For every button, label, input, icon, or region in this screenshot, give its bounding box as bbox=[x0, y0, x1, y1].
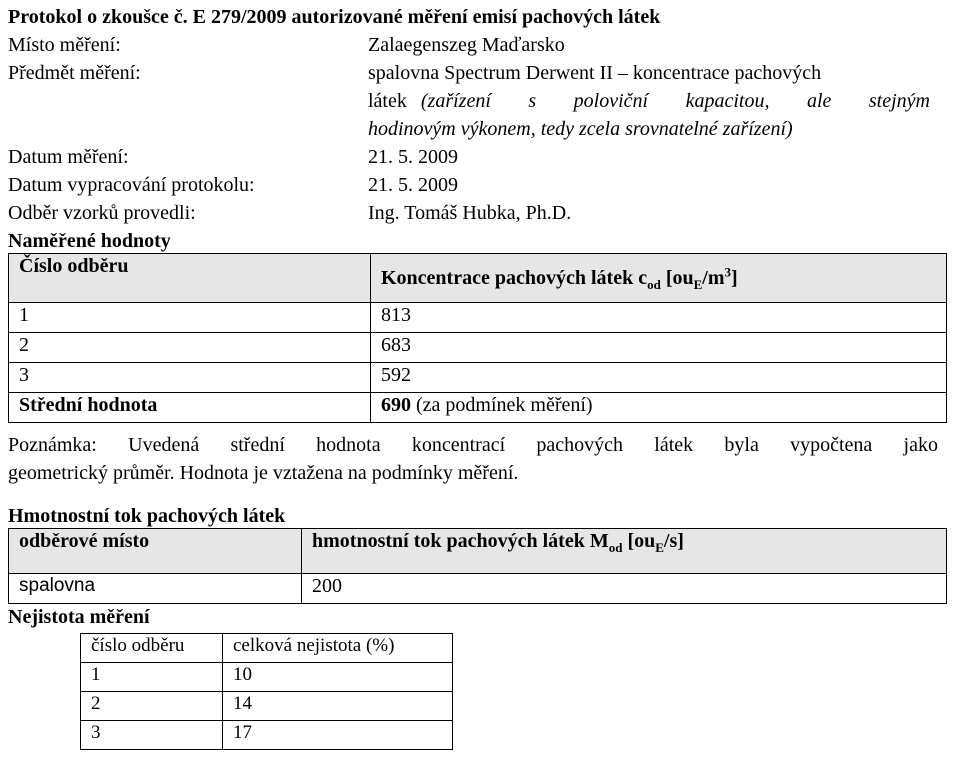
col-unit-b: /m bbox=[702, 267, 725, 289]
col-concentration-text: Koncentrace pachových látek c bbox=[381, 267, 648, 289]
mass-flow-table bbox=[8, 528, 947, 604]
table-row bbox=[9, 574, 947, 604]
table-row bbox=[81, 721, 453, 750]
sample-number: 1 bbox=[9, 303, 371, 333]
col-concentration-sub: od bbox=[647, 277, 661, 292]
mass-flow-value: 200 bbox=[302, 574, 947, 604]
place-value: Zalaegenszeg Maďarsko bbox=[368, 34, 565, 56]
table-row bbox=[9, 303, 947, 333]
sampler-label: Odběr vzorků provedli: bbox=[8, 202, 196, 224]
col-total-uncertainty: celková nejistota (%) bbox=[223, 634, 453, 663]
col-unit-c: ] bbox=[731, 267, 738, 289]
date-label: Datum měření: bbox=[8, 146, 129, 168]
subject-value-line3: hodinovým výkonem, tedy zcela srovnatelné zařízení) bbox=[368, 118, 793, 140]
report-date-label: Datum vypracování protokolu: bbox=[8, 174, 255, 196]
table-row bbox=[9, 363, 947, 393]
uncertainty-table bbox=[80, 633, 453, 750]
date-value: 21. 5. 2009 bbox=[368, 146, 458, 168]
col-unit-sup: 3 bbox=[724, 264, 731, 280]
mean-value: 690 bbox=[381, 394, 411, 416]
col-mass-flow-text: hmotnostní tok pachových látek M bbox=[312, 530, 609, 552]
subject-value-word: látek bbox=[368, 90, 407, 112]
note-line1: Poznámka: Uvedená střední hodnota koncentrací pachových látek byla vypočtena jako bbox=[8, 434, 938, 456]
note-line2: geometrický průměr. Hodnota je vztažena na podmínky měření. bbox=[8, 462, 519, 484]
sample-number: 2 bbox=[81, 692, 223, 721]
sample-number: 3 bbox=[9, 363, 371, 393]
mean-row bbox=[9, 393, 947, 423]
col-sampling-place: odběrové místo bbox=[9, 529, 302, 574]
uncertainty-value: 17 bbox=[223, 721, 453, 750]
place-label: Místo měření: bbox=[8, 34, 121, 56]
uncertainty-heading: Nejistota měření bbox=[8, 606, 150, 628]
table-header-row bbox=[9, 529, 947, 574]
subject-value-line1: spalovna Spectrum Derwent II – koncentrace pachových bbox=[368, 62, 822, 84]
measured-table bbox=[8, 253, 947, 423]
col-mass-flow bbox=[302, 529, 947, 574]
uncertainty-value: 10 bbox=[223, 663, 453, 692]
sample-value: 813 bbox=[371, 303, 947, 333]
col-unit-sub: E bbox=[693, 277, 703, 292]
uncertainty-value: 14 bbox=[223, 692, 453, 721]
subject-value-line2 bbox=[368, 89, 930, 113]
table-row bbox=[9, 333, 947, 363]
subject-value-note bbox=[421, 89, 930, 113]
sample-number: 1 bbox=[81, 663, 223, 692]
mean-note: (za podmínek měření) bbox=[416, 394, 593, 416]
col-sample-number: číslo odběru bbox=[81, 634, 223, 663]
measured-heading: Naměřené hodnoty bbox=[8, 230, 171, 252]
sample-value: 592 bbox=[371, 363, 947, 393]
mass-flow-heading: Hmotnostní tok pachových látek bbox=[8, 505, 286, 527]
table-row bbox=[81, 663, 453, 692]
sample-number: 2 bbox=[9, 333, 371, 363]
col-mf-unit-a: [ou bbox=[627, 530, 656, 552]
sample-value: 683 bbox=[371, 333, 947, 363]
protocol-title: Protokol o zkoušce č. E 279/2009 autorizované měření emisí pachových látek bbox=[8, 6, 661, 28]
mean-cell bbox=[371, 393, 947, 423]
col-sample-number: Číslo odběru bbox=[9, 254, 371, 303]
table-header-row bbox=[9, 254, 947, 303]
col-unit-a: [ou bbox=[665, 267, 694, 289]
mean-label: Střední hodnota bbox=[9, 393, 371, 423]
col-mass-flow-sub: od bbox=[608, 540, 623, 555]
table-row bbox=[81, 692, 453, 721]
sampling-place: spalovna bbox=[9, 574, 302, 604]
report-date-value: 21. 5. 2009 bbox=[368, 174, 458, 196]
sampler-value: Ing. Tomáš Hubka, Ph.D. bbox=[368, 202, 572, 224]
col-mf-unit-b: /s] bbox=[663, 530, 684, 552]
table-header-row bbox=[81, 634, 453, 663]
sample-number: 3 bbox=[81, 721, 223, 750]
col-concentration bbox=[371, 254, 947, 303]
subject-label: Předmět měření: bbox=[8, 62, 141, 84]
subject-value-note-text: (zařízení s poloviční kapacitou, ale stejným bbox=[420, 90, 930, 112]
col-mf-unit-sub: E bbox=[655, 540, 664, 555]
